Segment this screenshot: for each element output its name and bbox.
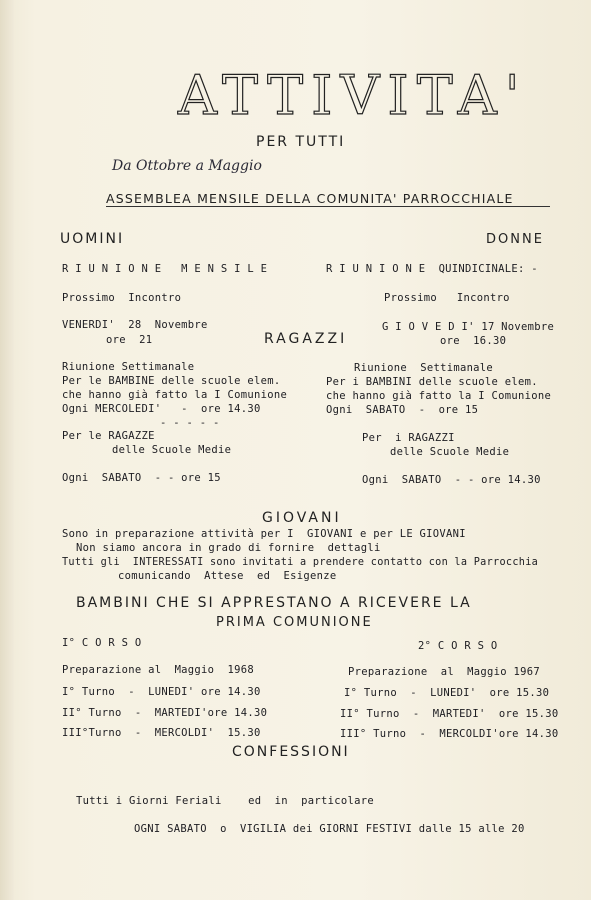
- giovani-line: Non siamo ancora in grado di fornire dettagli: [76, 542, 381, 554]
- subtitle: PER TUTTI: [256, 134, 346, 150]
- ragazzi-left-line: Riunione Settimanale: [62, 361, 195, 373]
- ragazzi-right-line: delle Scuole Medie: [390, 446, 510, 458]
- comunione-heading-2: PRIMA COMUNIONE: [216, 615, 373, 630]
- giovani-heading: GIOVANI: [262, 510, 342, 526]
- ragazzi-left-line: delle Scuole Medie: [112, 444, 232, 456]
- ragazzi-separator: - - - - -: [160, 417, 220, 429]
- ragazzi-heading: RAGAZZI: [264, 331, 348, 347]
- giovani-line: comunicando Attese ed Esigenze: [118, 570, 337, 582]
- corso2-turno: I° Turno - LUNEDI' ore 15.30: [344, 687, 550, 699]
- confessioni-line-2: OGNI SABATO o VIGILIA dei GIORNI FESTIVI dalle 15 alle 20: [134, 823, 525, 835]
- ragazzi-right-line: Per i BAMBINI delle scuole elem.: [326, 376, 538, 388]
- ragazzi-left-line: Per le RAGAZZE: [62, 430, 155, 442]
- confessioni-heading: CONFESSIONI: [232, 744, 350, 760]
- uomini-time: ore 21: [106, 334, 153, 346]
- uomini-next: Prossimo Incontro: [62, 292, 182, 304]
- ragazzi-right-line: che hanno già fatto la I Comunione: [326, 390, 552, 402]
- ragazzi-left-line: che hanno già fatto la I Comunione: [62, 389, 288, 401]
- corso1-title: I° C O R S O: [62, 637, 142, 649]
- assembly-heading: ASSEMBLEA MENSILE DELLA COMUNITA' PARROCCHIALE: [106, 191, 514, 206]
- donne-date: G I O V E D I' 17 Novembre: [382, 321, 555, 333]
- donne-next: Prossimo Incontro: [384, 292, 510, 304]
- donne-meeting: R I U N I O N E QUINDICINALE: -: [326, 263, 538, 275]
- page-edge-shadow: [0, 0, 14, 900]
- ragazzi-right-line: Riunione Settimanale: [354, 362, 494, 374]
- uomini-date: VENERDI' 28 Novembre: [62, 319, 208, 331]
- corso1-turno: I° Turno - LUNEDI' ore 14.30: [62, 686, 261, 698]
- assembly-underline: [106, 206, 550, 207]
- corso2-title: 2° C O R S O: [418, 640, 498, 652]
- uomini-meeting: R I U N I O N E M E N S I L E: [62, 263, 268, 275]
- corso1-prep: Preparazione al Maggio 1968: [62, 664, 255, 676]
- uomini-heading: UOMINI: [60, 231, 125, 247]
- ragazzi-right-line: Ogni SABATO - ore 15: [326, 404, 479, 416]
- donne-time: ore 16.30: [440, 335, 507, 347]
- period-text: Da Ottobre a Maggio: [112, 158, 262, 174]
- donne-heading: DONNE: [486, 232, 544, 247]
- ragazzi-right-line: Per i RAGAZZI: [362, 432, 455, 444]
- corso1-turno: II° Turno - MARTEDI'ore 14.30: [62, 707, 268, 719]
- page-title: ATTIVITA': [178, 64, 528, 127]
- ragazzi-left-line: Ogni SABATO - - ore 15: [62, 472, 221, 484]
- corso2-prep: Preparazione al Maggio 1967: [348, 666, 541, 678]
- corso1-turno: III°Turno - MERCOLDI' 15.30: [62, 727, 261, 739]
- ragazzi-left-line: Per le BAMBINE delle scuole elem.: [62, 375, 281, 387]
- corso2-turno: II° Turno - MARTEDI' ore 15.30: [340, 708, 559, 720]
- confessioni-line-1: Tutti i Giorni Feriali ed in particolare: [76, 795, 374, 807]
- comunione-heading-1: BAMBINI CHE SI APPRESTANO A RICEVERE LA: [76, 595, 472, 611]
- giovani-line: Sono in preparazione attività per I GIOVANI e per LE GIOVANI: [62, 528, 466, 540]
- corso2-turno: III° Turno - MERCOLDI'ore 14.30: [340, 728, 559, 740]
- ragazzi-right-line: Ogni SABATO - - ore 14.30: [362, 474, 541, 486]
- giovani-line: Tutti gli INTERESSATI sono invitati a prendere contatto con la Parrocchia: [62, 557, 539, 568]
- ragazzi-left-line: Ogni MERCOLEDI' - ore 14.30: [62, 403, 261, 415]
